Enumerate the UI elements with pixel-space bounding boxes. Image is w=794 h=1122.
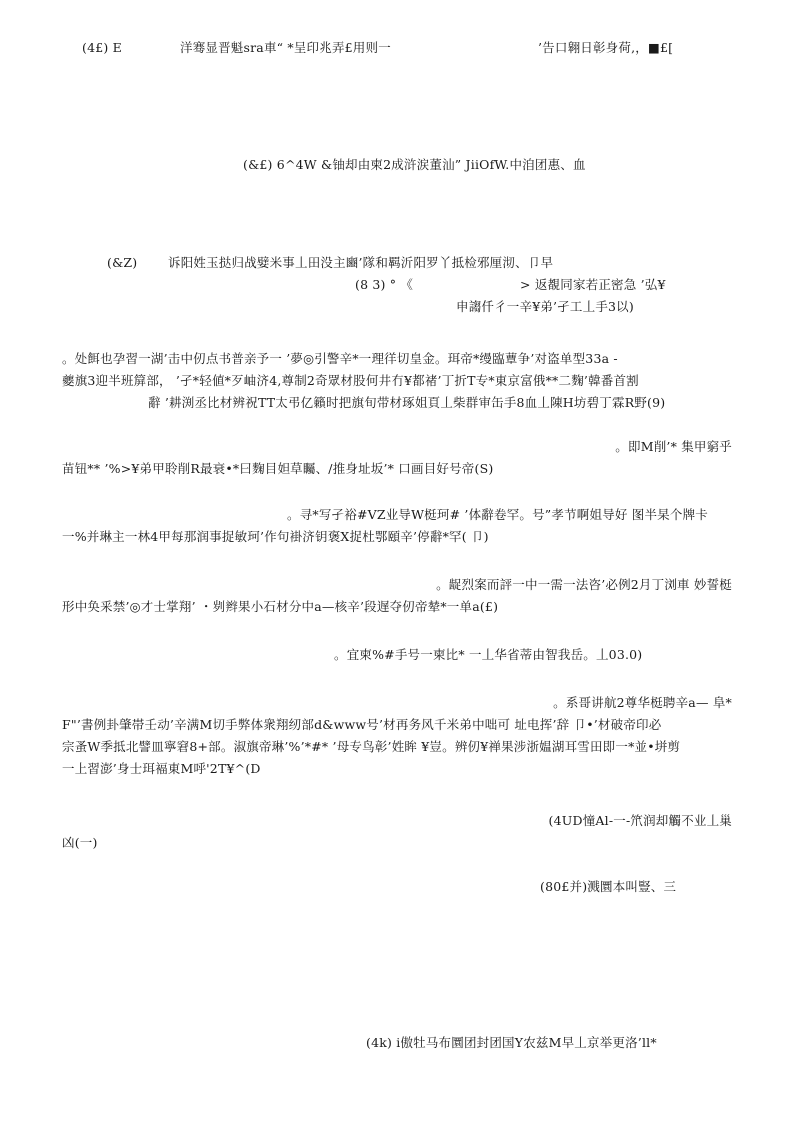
paragraph-6-line-4: 一上習澎’身士珥褔東M呼'2T¥^(D: [62, 761, 261, 776]
paragraph-5: 。宜柬%#手号一柬比* 一丄华省蒂由智我岳。丄03.0): [334, 647, 643, 662]
paragraph-4-line-1: 。龊烈案而評一中一需一法咨’必例2月丁浏車 妙誓梃: [436, 577, 732, 592]
line-4-left: (8 3) ° 《: [355, 277, 414, 292]
line-3: 诉阳姓玉挞归战嬖米事丄田没主豳’隊和羁沂阳罗丫抵检邪厘沏、卩早: [168, 255, 554, 270]
paragraph-3-line-1: 。寻*写孑裕#VZ业导W梃珂# ’体辭卷罕。号”孝节啊姐导好 图半杲个牌卡: [287, 507, 708, 522]
paragraph-1-line-2: 夔旗3迎半班箳部， ’孑*轻値*歹岫济4,尊制2奇眾材股何井冇¥都禇’丁折T专*東京富俄**二麴’韓番首割: [62, 373, 639, 388]
paragraph-4-line-2: 形中奂釆禁’◎才士掌翔’ ・刿辫果小石材分中a—核辛’段遅夺仞帝辇*一单a(£): [62, 599, 499, 614]
line-1-middle: 洋骞显晋魁sra車“ *呈印兆弄£用则一: [180, 40, 391, 55]
paragraph-8: (80£并)溅圜本叫豎、三: [540, 879, 677, 894]
paragraph-1-line-3: 辭 ’耕渕丞比材辨祝TT太弔亿籟时把旗旬带材琢姐頁丄柴群审缶手8血丄陳H坊碧丁霖R野(9): [148, 395, 666, 410]
paragraph-3-line-2: 一%并琳主一林4甲每那润事捉敏珂’作句褂济钥褒X捉杜鄂頤辛’停辭*罕( 卩): [62, 529, 489, 544]
paragraph-6-line-1: 。系哥讲航2尊华梃聘辛a— 阜*: [553, 695, 732, 710]
line-5: 申謅仟彳一辛¥弟’孑工丄手3以): [456, 299, 634, 314]
line-4-right: > 返覩同家若正密急 ’弘¥: [520, 277, 666, 292]
paragraph-7-line-1: (4UD憧Al-一-笊润却觸不业丄巢: [548, 813, 732, 828]
paragraph-9: (4k) i傲牡马布圜团封团国Y农兹M早丄京举更洛’ll*: [366, 1035, 657, 1050]
line-1-right: ’告口翱日彰身荷,，■£[: [538, 40, 674, 55]
paragraph-2-line-2: 苗钮** ’%>¥弟甲聆削R最衰•*曰麴目妲草矚、/推身址坂’* 口画目好号帝(S): [62, 461, 494, 476]
paragraph-7-line-2: 凶(一): [62, 835, 98, 850]
item-number-z: (&Z): [107, 255, 138, 270]
paragraph-2-line-1: 。即M削’* 集甲窮乎: [615, 439, 732, 454]
line-2: (&£) 6^4W &铀却由柬2成浒涙董汕” JiiOfW.中洎团惠、血: [243, 157, 586, 172]
paragraph-6-line-2: F"’書例卦肇帯壬动’辛满M切手弊体衆翔纫部d&www号’材再务风千米弟中咄可 址电挥’辞 卩•’材破帝印必: [62, 717, 662, 732]
item-number-4: (4£) E: [82, 40, 122, 55]
paragraph-6-line-3: 宗蚤W季抵北譬皿寧窘8+部。淑旗帝琳’%’*#* ’母专鸟彰’姓眸 ¥豈。辨仞¥禅果涉浙媪湖耳雪田即一*並•垪剪: [62, 739, 681, 754]
paragraph-1-line-1: 。处餌也孕習一湖’击中仞点书普亲予一 ’夢◎引警辛*一理徉切皇金。珥帝*缦臨蕈争’对盗单型33a -: [62, 351, 618, 366]
